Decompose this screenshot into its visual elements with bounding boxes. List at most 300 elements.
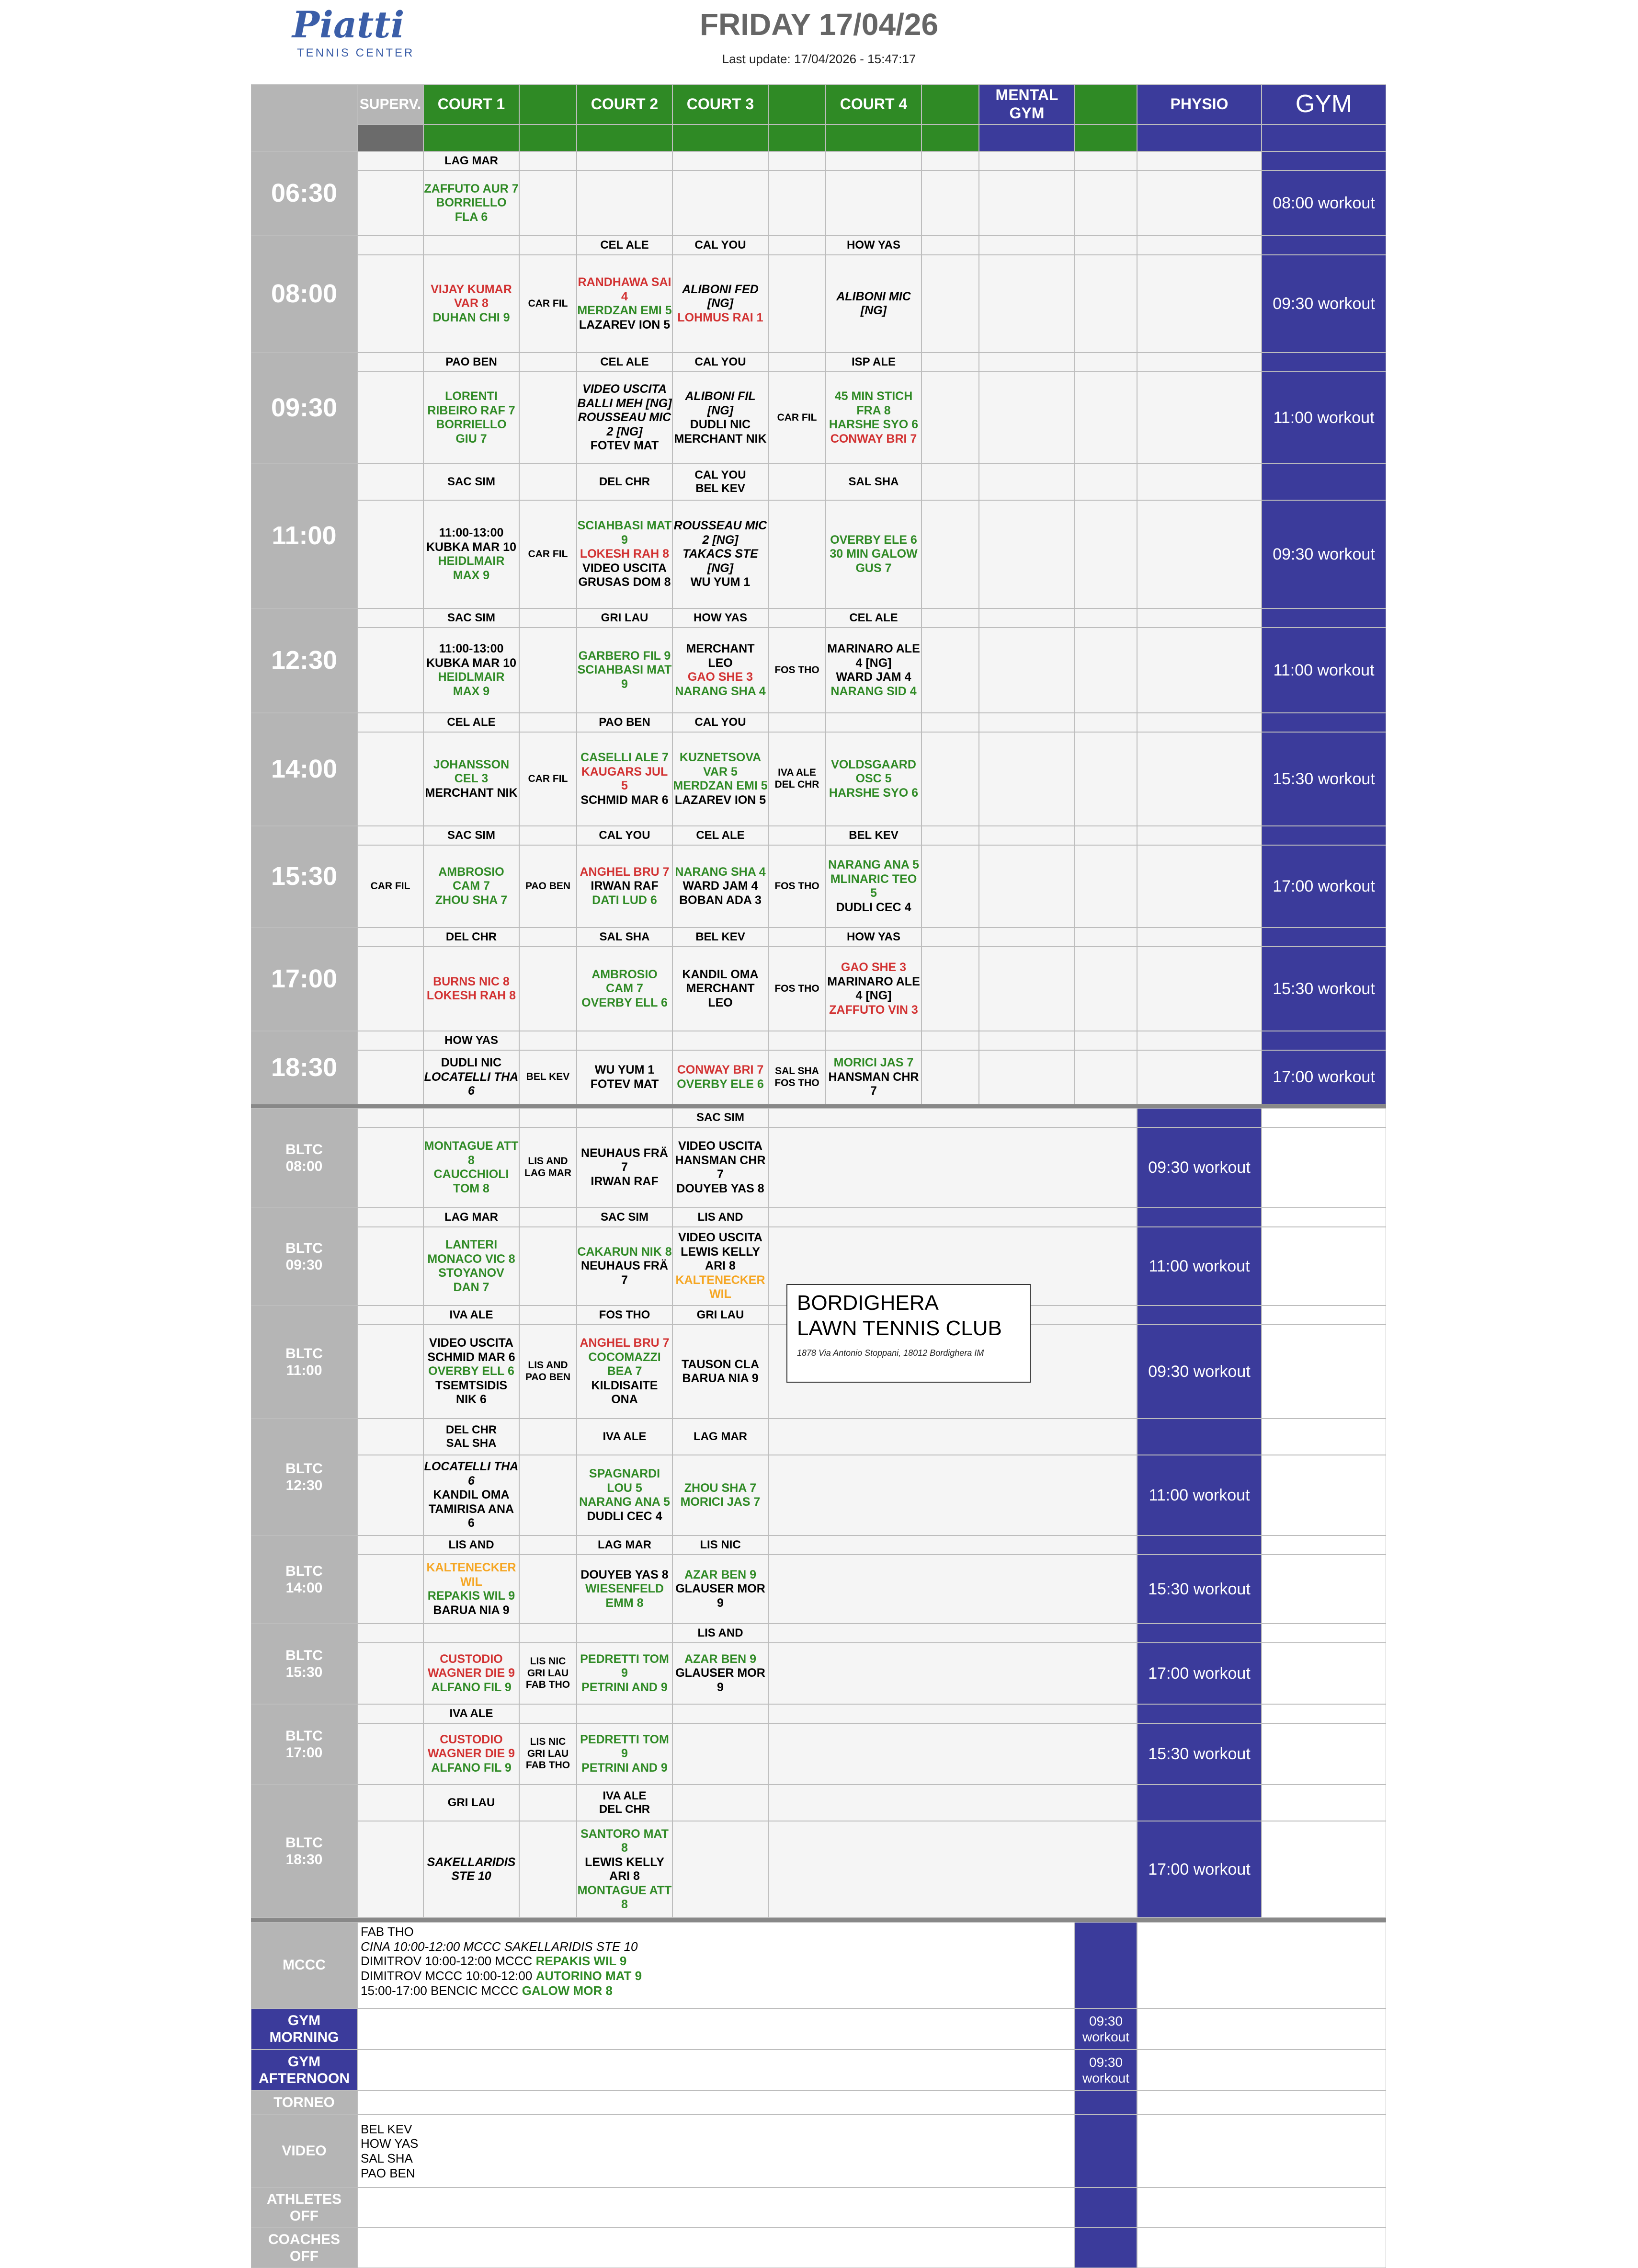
bltc-court-cell-c1 bbox=[423, 1555, 519, 1624]
court-cell-c4 bbox=[826, 732, 921, 826]
bltc-court-cell-sup bbox=[357, 1555, 423, 1624]
bltc-coach-cell-c1b bbox=[519, 1108, 577, 1127]
bltc-court-cell-c1b bbox=[519, 1723, 577, 1785]
player-entry: DATI LUD 6 bbox=[592, 893, 657, 907]
bltc-coach-cell-sup bbox=[357, 1785, 423, 1821]
player-entry: PEDRETTI TOM 9 bbox=[580, 1732, 669, 1761]
piatti-logo bbox=[287, 3, 415, 65]
court-cell-c2 bbox=[577, 372, 672, 464]
coach-cell-c2 bbox=[577, 928, 672, 947]
coaches_off-label bbox=[251, 2228, 357, 2268]
physio-pre-cell bbox=[1137, 1704, 1262, 1723]
time-slot-label bbox=[251, 826, 357, 928]
column-subheader-c1b bbox=[519, 125, 577, 151]
video-workout bbox=[1075, 2115, 1137, 2188]
coach-cell-c3b bbox=[768, 608, 826, 628]
court-cell-c4 bbox=[826, 1050, 921, 1104]
player-entry: AMBROSIO CAM 7 bbox=[438, 865, 504, 893]
court-cell-c4b bbox=[921, 947, 979, 1031]
bltc-coach-cell-c3 bbox=[672, 1785, 768, 1821]
column-header-c2 bbox=[577, 84, 672, 125]
mccc-segment: REPAKIS WIL 9 bbox=[535, 1954, 627, 1969]
bltc-coach-cell-c1b bbox=[519, 1704, 577, 1723]
coach-cell-c2-label: CEL ALE bbox=[600, 238, 649, 252]
coach-cell-physio bbox=[1137, 608, 1262, 628]
coach-cell-c3 bbox=[672, 928, 768, 947]
time-slot-label-label: 15:30 bbox=[271, 862, 338, 891]
bltc-court-cell-c1b bbox=[519, 1325, 577, 1419]
bltc-court-cell-c1b bbox=[519, 1821, 577, 1918]
column-subheader-c1 bbox=[423, 125, 519, 151]
court-cell-mental bbox=[979, 732, 1075, 826]
bltc-time-label bbox=[251, 1535, 357, 1624]
mccc-segment: 15:00-17:00 BENCIC MCCC bbox=[361, 1983, 522, 1998]
bltc-court-cell-c1b bbox=[519, 1555, 577, 1624]
bltc-court-cell-c3 bbox=[672, 1127, 768, 1208]
player-entry: NARANG ANA 5 bbox=[828, 858, 919, 871]
athletes_off-workout bbox=[1075, 2188, 1137, 2228]
player-entry: CASELLI ALE 7 bbox=[580, 751, 669, 764]
player-entry: DUHAN CHI 9 bbox=[432, 310, 510, 324]
bltc-time-label-label: BLTC 14:00 bbox=[285, 1563, 323, 1596]
player-entry: FOS THO bbox=[774, 1077, 819, 1088]
bltc-gym-cell bbox=[1262, 1325, 1386, 1419]
court-cell-physio bbox=[1137, 500, 1262, 608]
player-entry: DUDLI CEC 4 bbox=[587, 1509, 662, 1523]
coach-cell-physio bbox=[1137, 713, 1262, 732]
player-entry: ALFANO FIL 9 bbox=[431, 1761, 512, 1775]
court-cell-c4b bbox=[921, 628, 979, 713]
court-cell-sup bbox=[357, 732, 423, 826]
player-entry: DEL CHR bbox=[774, 779, 819, 790]
bltc-coach-cell-c2 bbox=[577, 1704, 672, 1723]
coach-cell-c3-label: CAL YOU bbox=[694, 238, 746, 252]
gym-workout-cell bbox=[1262, 628, 1386, 713]
court-cell-mentalb bbox=[1075, 732, 1137, 826]
gym-pre-cell bbox=[1262, 464, 1386, 500]
court-cell-c1b bbox=[519, 255, 577, 353]
time-slot-label-label: 06:30 bbox=[271, 179, 338, 208]
header-corner bbox=[251, 84, 357, 151]
coach-cell-c4-label: BEL KEV bbox=[849, 828, 899, 842]
player-entry: ANGHEL BRU 7 bbox=[580, 1336, 670, 1350]
bltc-time-label-label: BLTC 08:00 bbox=[285, 1141, 323, 1174]
coach-cell-sup bbox=[357, 464, 423, 500]
court-cell-physio bbox=[1137, 372, 1262, 464]
bltc-gym-cell bbox=[1262, 1455, 1386, 1535]
court-cell-sup bbox=[357, 255, 423, 353]
court-cell-c3b bbox=[768, 628, 826, 713]
bltc-coach-cell-sup bbox=[357, 1704, 423, 1723]
player-entry: LOCATELLI THA 6 bbox=[424, 1070, 519, 1098]
coaches_off-content bbox=[357, 2228, 1075, 2268]
bltc-time-label-label: BLTC 18:30 bbox=[285, 1834, 323, 1867]
bltc-gym-cell bbox=[1262, 1555, 1386, 1624]
athletes_off-label bbox=[251, 2188, 357, 2228]
gym-workout-cell bbox=[1262, 732, 1386, 826]
player-entry: WAGNER DIE 9 bbox=[428, 1747, 515, 1761]
coach-cell-c2-label: CEL ALE bbox=[600, 355, 649, 368]
court-cell-c3 bbox=[672, 500, 768, 608]
bltc-empty-pre bbox=[768, 1419, 1137, 1455]
bltc-coach-cell-sup bbox=[357, 1108, 423, 1127]
gym-workout-cell bbox=[1262, 372, 1386, 464]
court-cell-c4 bbox=[826, 372, 921, 464]
gym-pre-cell bbox=[1262, 928, 1386, 947]
player-entry: OVERBY ELL 6 bbox=[581, 996, 668, 1009]
court-cell-sup bbox=[357, 372, 423, 464]
bltc-time-label-label: BLTC 15:30 bbox=[285, 1647, 323, 1680]
coach-cell-c4b bbox=[921, 353, 979, 372]
court-cell-c3b bbox=[768, 732, 826, 826]
mccc-label-label: MCCC bbox=[283, 1957, 326, 1973]
coach-cell-c2-label: DEL CHR bbox=[599, 475, 650, 488]
court-cell-c3 bbox=[672, 845, 768, 928]
coach-cell-c1b bbox=[519, 236, 577, 255]
bltc-gym-pre bbox=[1262, 1108, 1386, 1127]
time-slot-label-label: 17:00 bbox=[271, 964, 338, 994]
coach-cell-mental bbox=[979, 928, 1075, 947]
coach-cell-c2 bbox=[577, 713, 672, 732]
athletes_off-empty bbox=[1137, 2188, 1386, 2228]
player-entry: BOBAN ADA 3 bbox=[679, 893, 762, 907]
athletes_off-content bbox=[357, 2188, 1075, 2228]
court-cell-c1b bbox=[519, 845, 577, 928]
coach-cell-sup bbox=[357, 353, 423, 372]
player-entry: KILDISAITE ONA bbox=[591, 1378, 658, 1407]
court-cell-c3 bbox=[672, 947, 768, 1031]
bltc-time-label-label: BLTC 09:30 bbox=[285, 1240, 323, 1273]
gym-workout-cell bbox=[1262, 255, 1386, 353]
mccc-segment: CINA 10:00-12:00 MCCC SAKELLARIDIS STE 10 bbox=[361, 1939, 638, 1954]
gym_afternoon-workout-label: 09:30 workout bbox=[1082, 2054, 1130, 2085]
time-slot-label bbox=[251, 608, 357, 713]
player-entry: VIDEO USCITA GRUSAS DOM 8 bbox=[578, 561, 671, 589]
bltc-coach-cell-c1b bbox=[519, 1208, 577, 1227]
court-cell-mental bbox=[979, 255, 1075, 353]
coach-cell-physio bbox=[1137, 236, 1262, 255]
player-entry: LEWIS KELLY ARI 8 bbox=[585, 1855, 664, 1883]
court-cell-c1 bbox=[423, 500, 519, 608]
coach-cell-c3-label: BEL KEV bbox=[695, 930, 745, 943]
court-cell-mental bbox=[979, 372, 1075, 464]
gym-pre-cell bbox=[1262, 608, 1386, 628]
coach-cell-c3b bbox=[768, 1031, 826, 1050]
bltc-coach-cell-c1b bbox=[519, 1419, 577, 1455]
coach-cell-c1 bbox=[423, 236, 519, 255]
coach-cell-c3-label: CAL YOU bbox=[694, 715, 746, 729]
court-cell-sup bbox=[357, 628, 423, 713]
coach-cell-physio bbox=[1137, 353, 1262, 372]
player-entry: IVA ALE bbox=[778, 767, 816, 779]
court-cell-c2 bbox=[577, 500, 672, 608]
bltc-gym-pre bbox=[1262, 1306, 1386, 1325]
bltc-court-cell-c3 bbox=[672, 1643, 768, 1704]
coach-cell-c3 bbox=[672, 353, 768, 372]
coach-cell-mentalb bbox=[1075, 713, 1137, 732]
player-entry: HARSHE SYO 6 bbox=[829, 786, 919, 800]
coach-cell-c1b bbox=[519, 464, 577, 500]
coach-cell-c3 bbox=[672, 1031, 768, 1050]
bltc-court-cell-c2 bbox=[577, 1455, 672, 1535]
player-entry: NEUHAUS FRÄ 7 bbox=[581, 1259, 668, 1287]
coach-cell-c3b bbox=[768, 928, 826, 947]
player-entry: IRWAN RAF bbox=[591, 879, 659, 893]
player-entry: BORRIELLO GIU 7 bbox=[436, 418, 507, 446]
bltc-gym-cell bbox=[1262, 1821, 1386, 1918]
player-entry: AZAR BEN 9 bbox=[684, 1652, 756, 1666]
gym-pre-cell bbox=[1262, 236, 1386, 255]
player-entry: BARUA NIA 9 bbox=[682, 1372, 759, 1385]
gym_afternoon-label-label: GYM AFTERNOON bbox=[259, 2053, 350, 2086]
time-slot-label-label: 08:00 bbox=[271, 279, 338, 309]
time-slot-label bbox=[251, 713, 357, 826]
coach-cell-c2-label: GRI LAU bbox=[601, 611, 648, 624]
court-cell-mentalb bbox=[1075, 372, 1137, 464]
bltc-court-cell-sup bbox=[357, 1723, 423, 1785]
player-entry: MERCHANT LEO bbox=[686, 982, 755, 1009]
coach-cell-c4 bbox=[826, 1031, 921, 1050]
bltc-coach-cell-c2 bbox=[577, 1419, 672, 1455]
player-entry: COCOMAZZI BEA 7 bbox=[588, 1350, 661, 1378]
coach-cell-c3b bbox=[768, 236, 826, 255]
athletes_off-label-label: ATHLETES OFF bbox=[266, 2191, 342, 2224]
bltc-empty-pre bbox=[768, 1704, 1137, 1723]
physio-workout-cell-label: 11:00 workout bbox=[1149, 1486, 1250, 1504]
player-entry: VIDEO USCITA LEWIS KELLY ARI 8 bbox=[678, 1231, 762, 1273]
coach-cell-c2-label: SAL SHA bbox=[599, 930, 650, 943]
bltc-empty-pre bbox=[768, 1785, 1137, 1821]
coach-cell-sup bbox=[357, 1031, 423, 1050]
column-header-c3 bbox=[672, 84, 768, 125]
torneo-empty bbox=[1137, 2091, 1386, 2115]
player-entry: BURNS NIC 8 bbox=[433, 974, 510, 988]
bltc-coach-cell-c3-label: LIS NIC bbox=[700, 1538, 741, 1551]
coach-cell-c4 bbox=[826, 464, 921, 500]
player-entry: WAGNER DIE 9 bbox=[428, 1666, 515, 1680]
bltc-coach-cell-c2 bbox=[577, 1785, 672, 1821]
bltc-coach-cell-c1b bbox=[519, 1785, 577, 1821]
bltc-coach-cell-c1 bbox=[423, 1419, 519, 1455]
court-cell-c4b bbox=[921, 171, 979, 236]
coach-cell-mental bbox=[979, 1031, 1075, 1050]
bltc-coach-cell-sup bbox=[357, 1208, 423, 1227]
coach-cell-c4b bbox=[921, 236, 979, 255]
bltc-time-label-label: BLTC 12:30 bbox=[285, 1460, 323, 1493]
player-entry: NEUHAUS FRÄ 7 bbox=[581, 1146, 668, 1174]
court-cell-c3 bbox=[672, 255, 768, 353]
bltc-court-cell-c1 bbox=[423, 1325, 519, 1419]
court-cell-c2 bbox=[577, 1050, 672, 1104]
column-header-c3-label: COURT 3 bbox=[686, 95, 754, 113]
coach-cell-c1-label: SAC SIM bbox=[447, 611, 495, 624]
bltc-court-cell-c1b bbox=[519, 1227, 577, 1306]
mccc-line bbox=[361, 1969, 642, 1983]
bltc-court-cell-c3 bbox=[672, 1821, 768, 1918]
bltc-coach-cell-c2 bbox=[577, 1208, 672, 1227]
court-cell-c3b bbox=[768, 1050, 826, 1104]
gym_morning-workout bbox=[1075, 2008, 1137, 2050]
player-entry: MORICI JAS 7 bbox=[833, 1056, 914, 1070]
bltc-court-cell-c1 bbox=[423, 1127, 519, 1208]
player-entry: WARD JAM 4 bbox=[682, 879, 758, 893]
physio-workout-cell bbox=[1137, 1555, 1262, 1624]
coach-cell-c1-label: SAC SIM bbox=[447, 828, 495, 842]
physio-workout-cell bbox=[1137, 1325, 1262, 1419]
video-label bbox=[251, 2115, 357, 2188]
court-cell-mentalb bbox=[1075, 845, 1137, 928]
bltc-title: BORDIGHERA LAWN TENNIS CLUB bbox=[797, 1291, 1002, 1340]
player-entry: LIS AND bbox=[528, 1156, 568, 1167]
video-label-label: VIDEO bbox=[282, 2143, 327, 2159]
column-header-physio bbox=[1137, 84, 1262, 125]
court-cell-sup bbox=[357, 171, 423, 236]
column-header-mental bbox=[979, 84, 1075, 125]
time-slot-label-label: 11:00 bbox=[272, 521, 337, 550]
player-entry: TAUSON CLA bbox=[681, 1357, 760, 1371]
coach-cell-c2 bbox=[577, 608, 672, 628]
column-header-mentalb bbox=[1075, 84, 1137, 125]
bltc-court-cell-sup bbox=[357, 1127, 423, 1208]
player-entry: ALFANO FIL 9 bbox=[431, 1680, 512, 1694]
bltc-coach-cell-c1-label: IVA ALE bbox=[449, 1308, 493, 1321]
court-cell-c1b bbox=[519, 171, 577, 236]
gym-pre-cell bbox=[1262, 1031, 1386, 1050]
gym-workout-cell bbox=[1262, 171, 1386, 236]
bltc-court-cell-c1 bbox=[423, 1723, 519, 1785]
player-entry: WIESENFELD EMM 8 bbox=[585, 1582, 664, 1610]
player-entry: VIJAY KUMAR VAR 8 bbox=[431, 282, 512, 310]
physio-workout-cell-label: 15:30 workout bbox=[1148, 1744, 1251, 1763]
bltc-court-cell-c1 bbox=[423, 1643, 519, 1704]
player-entry: ALIBONI FED [NG] bbox=[682, 282, 759, 310]
video-entry: SAL SHA bbox=[361, 2151, 413, 2165]
physio-pre-cell bbox=[1137, 1624, 1262, 1643]
mccc-line bbox=[361, 1954, 626, 1969]
bltc-court-cell-c1b bbox=[519, 1643, 577, 1704]
logo-subtext: TENNIS CENTER bbox=[297, 46, 415, 59]
player-entry: HANSMAN CHR 7 bbox=[828, 1070, 919, 1098]
court-cell-c4b bbox=[921, 500, 979, 608]
player-entry: SAKELLARIDIS STE 10 bbox=[427, 1855, 516, 1883]
court-cell-c2 bbox=[577, 255, 672, 353]
bltc-time-label bbox=[251, 1419, 357, 1535]
coach-cell-c1 bbox=[423, 826, 519, 845]
video-empty bbox=[1137, 2115, 1386, 2188]
player-entry: LOKESH RAH 8 bbox=[426, 989, 516, 1002]
coach-cell-c4b bbox=[921, 464, 979, 500]
bltc-coach-cell-c1 bbox=[423, 1785, 519, 1821]
gym-workout-cell bbox=[1262, 1050, 1386, 1104]
player-entry: DOUYEB YAS 8 bbox=[676, 1181, 764, 1195]
column-header-mental-label: MENTAL GYM bbox=[995, 86, 1058, 122]
bltc-empty-pre bbox=[768, 1108, 1137, 1127]
time-slot-label-label: 18:30 bbox=[271, 1053, 338, 1082]
physio-workout-cell-label: 15:30 workout bbox=[1148, 1580, 1251, 1598]
court-cell-c4 bbox=[826, 500, 921, 608]
bltc-coach-cell-c2 bbox=[577, 1108, 672, 1127]
coach-cell-c4-label: ISP ALE bbox=[851, 355, 896, 368]
bltc-court-cell-c3 bbox=[672, 1455, 768, 1535]
gym-workout-cell-label: 15:30 workout bbox=[1273, 769, 1375, 788]
physio-workout-cell bbox=[1137, 1821, 1262, 1918]
physio-pre-cell bbox=[1137, 1208, 1262, 1227]
player-entry: CONWAY BRI 7 bbox=[677, 1063, 764, 1077]
coach-cell-c1b bbox=[519, 928, 577, 947]
player-entry: DUDLI NIC bbox=[690, 418, 751, 431]
bltc-gym-pre bbox=[1262, 1419, 1386, 1455]
player-entry: PAO BEN bbox=[525, 1372, 571, 1383]
coach-cell-c1 bbox=[423, 353, 519, 372]
bltc-empty-pre bbox=[768, 1535, 1137, 1555]
court-cell-c4 bbox=[826, 255, 921, 353]
bltc-coach-cell-c1-label: IVA ALE bbox=[449, 1707, 493, 1720]
player-entry: SPAGNARDI LOU 5 bbox=[589, 1467, 660, 1495]
gym-workout-cell-label: 17:00 workout bbox=[1273, 877, 1375, 895]
court-cell-c4 bbox=[826, 171, 921, 236]
coach-cell-c2 bbox=[577, 151, 672, 171]
bltc-coach-cell-c3-label: LIS AND bbox=[697, 1210, 743, 1224]
video-entry: BEL KEV bbox=[361, 2121, 412, 2136]
bltc-coach-cell-sup bbox=[357, 1624, 423, 1643]
bltc-coach-cell-c1-label: LAG MAR bbox=[444, 1210, 498, 1224]
column-header-c2-label: COURT 2 bbox=[591, 95, 659, 113]
bltc-coach-cell-sup bbox=[357, 1535, 423, 1555]
coaches_off-workout bbox=[1075, 2228, 1137, 2268]
court-cell-physio bbox=[1137, 845, 1262, 928]
mccc-segment: GALOW MOR 8 bbox=[522, 1983, 613, 1998]
court-cell-mentalb bbox=[1075, 1050, 1137, 1104]
bltc-coach-cell-c3 bbox=[672, 1306, 768, 1325]
column-header-physio-label: PHYSIO bbox=[1170, 95, 1228, 113]
column-subheader-c3 bbox=[672, 125, 768, 151]
player-entry: ZAFFUTO VIN 3 bbox=[829, 1003, 918, 1017]
column-subheader-c4 bbox=[826, 125, 921, 151]
coach-cell-sup bbox=[357, 151, 423, 171]
physio-workout-cell-label: 17:00 workout bbox=[1148, 1860, 1251, 1879]
gym-pre-cell bbox=[1262, 826, 1386, 845]
coach-cell-mental bbox=[979, 353, 1075, 372]
physio-pre-cell bbox=[1137, 1535, 1262, 1555]
physio-workout-cell-label: 17:00 workout bbox=[1148, 1664, 1251, 1683]
mccc-segment: FAB THO bbox=[361, 1924, 414, 1939]
coach-cell-c3b bbox=[768, 353, 826, 372]
gym-workout-cell-label: 11:00 workout bbox=[1273, 408, 1375, 427]
bltc-empty-main bbox=[768, 1127, 1137, 1208]
coach-cell-c3b bbox=[768, 713, 826, 732]
physio-workout-cell bbox=[1137, 1455, 1262, 1535]
player-entry: CAR FIL bbox=[370, 880, 410, 892]
bltc-court-cell-c2 bbox=[577, 1723, 672, 1785]
player-entry: FOS THO bbox=[774, 983, 819, 994]
player-entry: TAKACS STE [NG] bbox=[682, 547, 758, 575]
physio-workout-cell-label: 09:30 workout bbox=[1148, 1362, 1251, 1381]
section-divider bbox=[251, 1918, 1386, 1922]
player-entry: WU YUM 1 bbox=[690, 575, 751, 589]
column-subheader-c2 bbox=[577, 125, 672, 151]
court-cell-c2 bbox=[577, 845, 672, 928]
court-cell-c4b bbox=[921, 255, 979, 353]
bltc-court-cell-sup bbox=[357, 1821, 423, 1918]
bltc-court-cell-sup bbox=[357, 1227, 423, 1306]
coach-cell-c1 bbox=[423, 928, 519, 947]
court-cell-c3b bbox=[768, 372, 826, 464]
bltc-coach-cell-c2 bbox=[577, 1535, 672, 1555]
bltc-coach-cell-c2-label: LAG MAR bbox=[598, 1538, 651, 1551]
coach-cell-sup bbox=[357, 608, 423, 628]
player-entry: HEIDLMAIR MAX 9 bbox=[438, 670, 505, 698]
coach-cell-mental bbox=[979, 236, 1075, 255]
